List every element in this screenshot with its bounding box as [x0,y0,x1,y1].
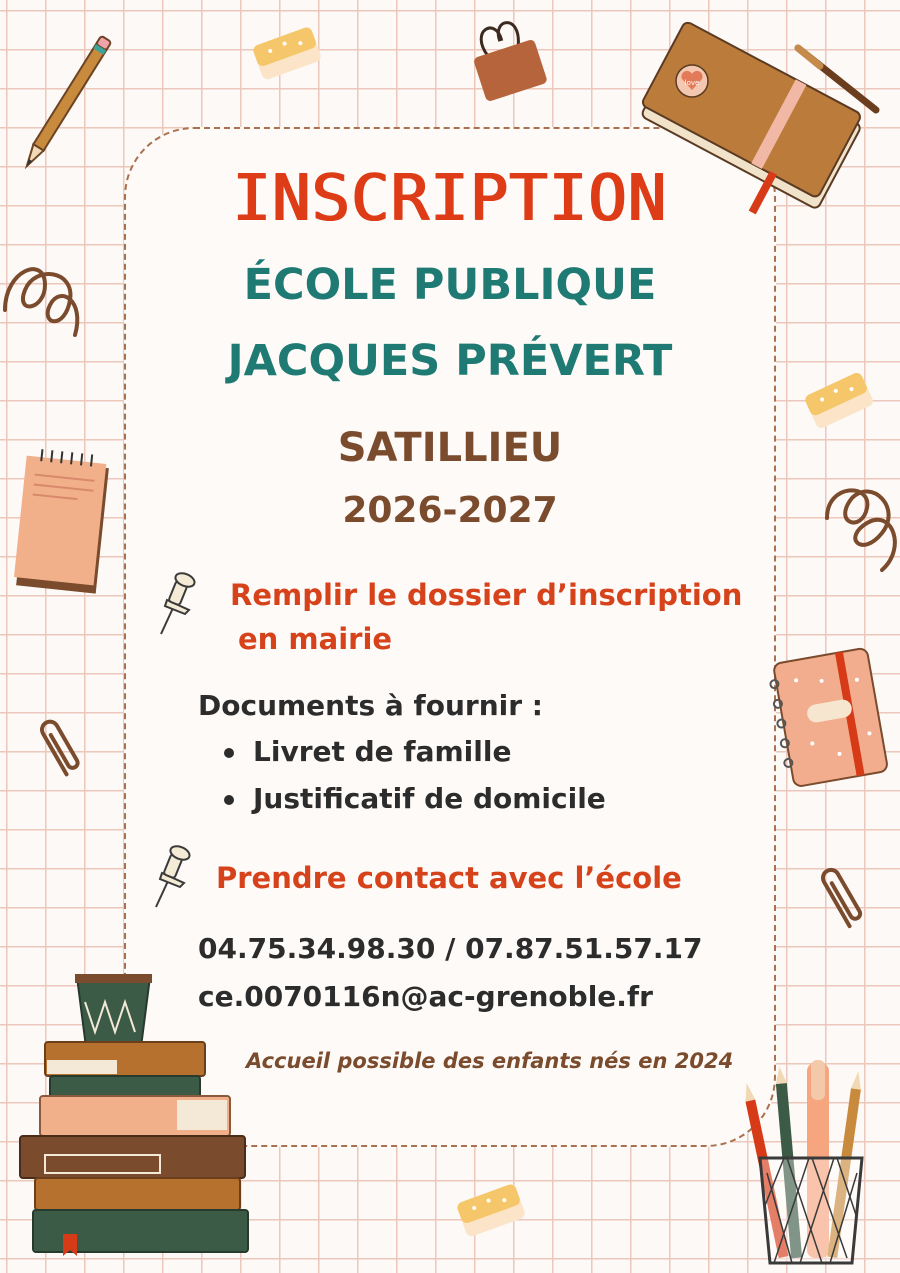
heart-icon [675,64,709,98]
step1-line2: en mairie [238,622,393,656]
pencil-icon [20,25,110,185]
contact-phones: 04.75.34.98.30 / 07.87.51.57.17 [198,932,703,965]
page-title: INSCRIPTION [232,162,668,236]
eraser-icon [800,360,880,440]
town-name: SATILLIEU [337,425,563,471]
pushpin-icon [155,570,200,638]
documents-heading: Documents à fournir : [198,689,543,722]
squiggle-icon [822,478,900,578]
eraser-icon [248,15,328,90]
age-note: Accueil possible des enfants nés en 2024 [246,1049,734,1073]
step1-line1: Remplir le dossier d’inscription [230,578,743,612]
document-item: Livret de famille [253,735,512,768]
step2-text: Prendre contact avec l’école [216,861,682,895]
eraser-icon [452,1170,532,1250]
notebook-icon [768,640,893,795]
contact-email: ce.0070116n@ac-grenoble.fr [198,980,653,1013]
school-name-line2: JACQUES PRÉVERT [227,336,673,386]
document-item: Justificatif de domicile [253,782,606,815]
paper-clip-icon [812,860,872,935]
pencil-cup-icon [752,1058,872,1268]
bullet-icon [224,795,234,805]
paper-clip-icon [30,712,90,782]
svg-text:love: love [684,79,700,87]
pushpin-icon [150,843,195,911]
squiggle-icon [0,250,90,350]
binder-clip-icon [460,10,555,105]
bullet-icon [224,748,234,758]
pen-icon [790,40,890,120]
school-name-line1: ÉCOLE PUBLIQUE [243,260,657,310]
notepad-icon [15,450,115,595]
school-year: 2026-2027 [342,490,558,531]
book-stack-icon [15,972,255,1262]
